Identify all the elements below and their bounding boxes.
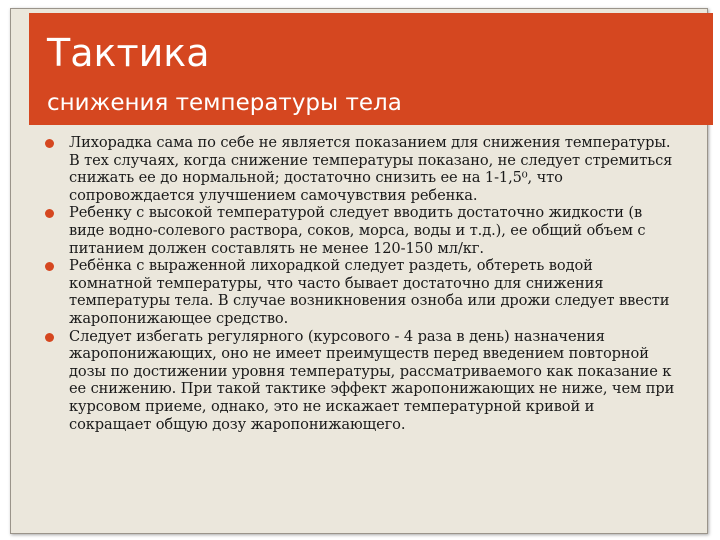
bullet-text-line: дозы по достижении уровня температуры, рассматриваемого как показание к — [69, 362, 672, 380]
bullet-text-line: В тех случаях, когда снижение температуры показано, не следует стремиться — [69, 151, 673, 169]
bullet-text-line: Лихорадка сама по себе не является показанием для снижения температуры. — [69, 134, 671, 151]
title-band — [29, 13, 713, 125]
bullet-text-line: Ребёнка с выраженной лихорадкой следует раздеть, обтереть водой — [69, 257, 593, 275]
bullet-text-line: ее снижению. При такой тактике эффект жаропонижающих не ниже, чем при — [69, 380, 675, 398]
bullet-item-3 — [33, 257, 715, 327]
bullet-text-line: температуры тела. В случае возникновения озноба или дрожи следует ввести — [69, 292, 670, 310]
bullet-text-line: жаропонижающее средство. — [69, 309, 289, 327]
bullet-text-line: питанием должен составлять не менее 120-150 мл/кг. — [69, 239, 484, 257]
slide-subtitle: снижения температуры тела — [47, 90, 402, 116]
bullet-item-4 — [33, 328, 715, 434]
bullet-dot-icon — [45, 139, 54, 148]
bullet-text-line: комнатной температуры, что часто бывает достаточно для снижения — [69, 274, 604, 292]
slide-frame — [10, 8, 708, 534]
bullet-item-1 — [33, 134, 715, 204]
slide-title: Тактика — [47, 31, 210, 75]
bullet-text-line: Следует избегать регулярного (курсового - 4 раза в день) назначения — [69, 327, 605, 345]
bullet-text-line: курсовом приеме, однако, это не искажает температурной кривой и — [69, 397, 595, 415]
bullet-text-line: снижать ее до нормальной; достаточно снизить ее на 1-1,5⁰, что — [69, 169, 563, 187]
bullet-dot-icon — [45, 333, 54, 342]
bullet-list — [33, 134, 715, 433]
bullet-item-2 — [33, 204, 715, 257]
bullet-text-line: сопровождается улучшением самочувствия ребенка. — [69, 186, 478, 204]
bullet-text-line: Ребенку с высокой температурой следует вводить достаточно жидкости (в — [69, 204, 643, 222]
bullet-dot-icon — [45, 262, 54, 271]
bullet-text-line: сокращает общую дозу жаропонижающего. — [69, 415, 406, 433]
bullet-text-line: жаропонижающих, оно не имеет преимуществ перед введением повторной — [69, 345, 649, 363]
bullet-text-line: виде водно-солевого раствора, соков, морса, воды и т.д.), ее общий объем с — [69, 221, 646, 239]
bullet-dot-icon — [45, 209, 54, 218]
